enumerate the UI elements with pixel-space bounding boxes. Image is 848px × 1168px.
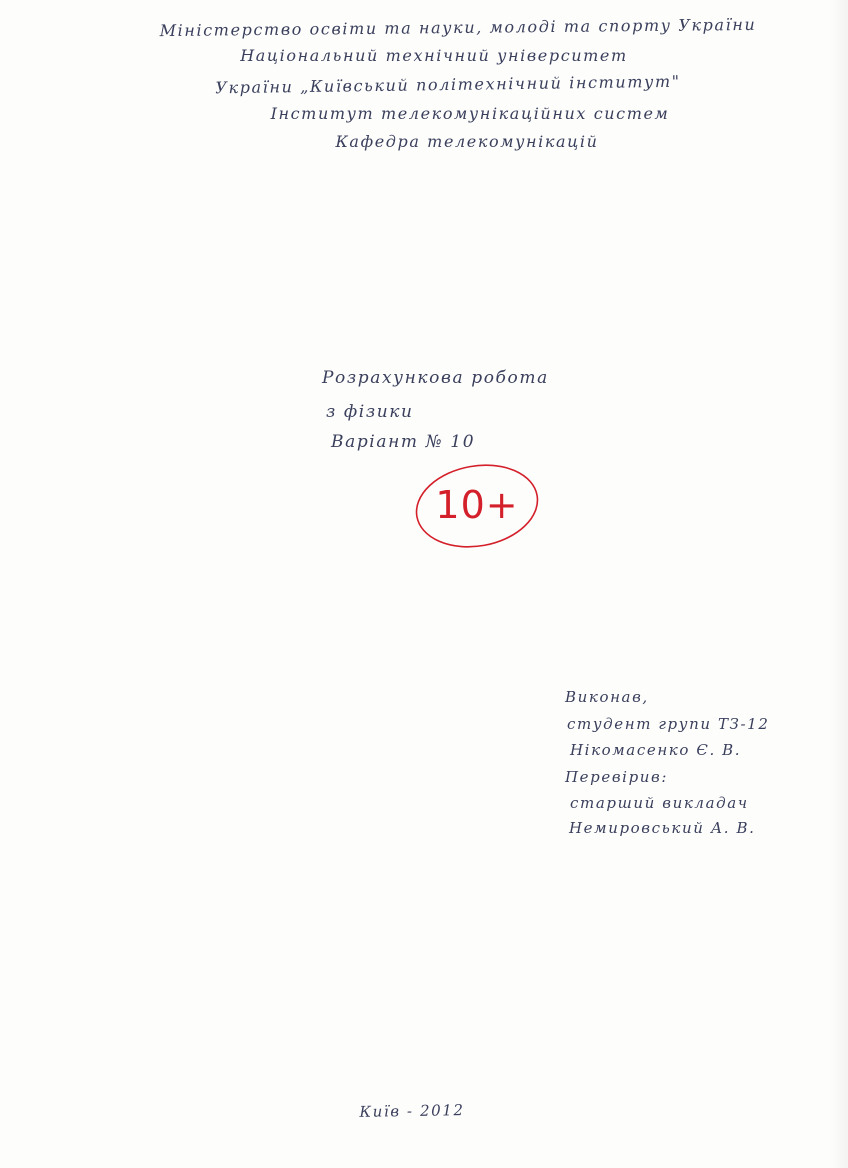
author-position: студент групи ТЗ-12 (567, 715, 770, 733)
footer-city-year: Київ - 2012 (359, 1101, 465, 1121)
header-institute: Інститут телекомунікаційних систем (270, 104, 670, 123)
author-name: Нікомасенко Є. В. (570, 741, 742, 759)
checker-name: Немировський А. В. (569, 819, 756, 837)
header-ministry: Міністерство освіти та науки, молоді та спорту України (159, 14, 757, 41)
work-variant: Варіант № 10 (331, 432, 476, 452)
checker-label: Перевірив: (565, 768, 669, 786)
header-university: Національний технічний університет (240, 46, 628, 65)
work-title: Розрахункова робота (322, 368, 549, 388)
grade-value: 10+ (435, 483, 519, 527)
work-subject: з фізики (326, 402, 414, 422)
header-department: Кафедра телекомунікацій (335, 132, 599, 151)
header-university-name: України „Київський політехнічний інститут" (215, 71, 681, 98)
grade-mark (413, 460, 541, 550)
page-edge-shadow (830, 0, 848, 1168)
author-label: Виконав, (565, 688, 649, 706)
checker-position: старший викладач (570, 794, 749, 812)
